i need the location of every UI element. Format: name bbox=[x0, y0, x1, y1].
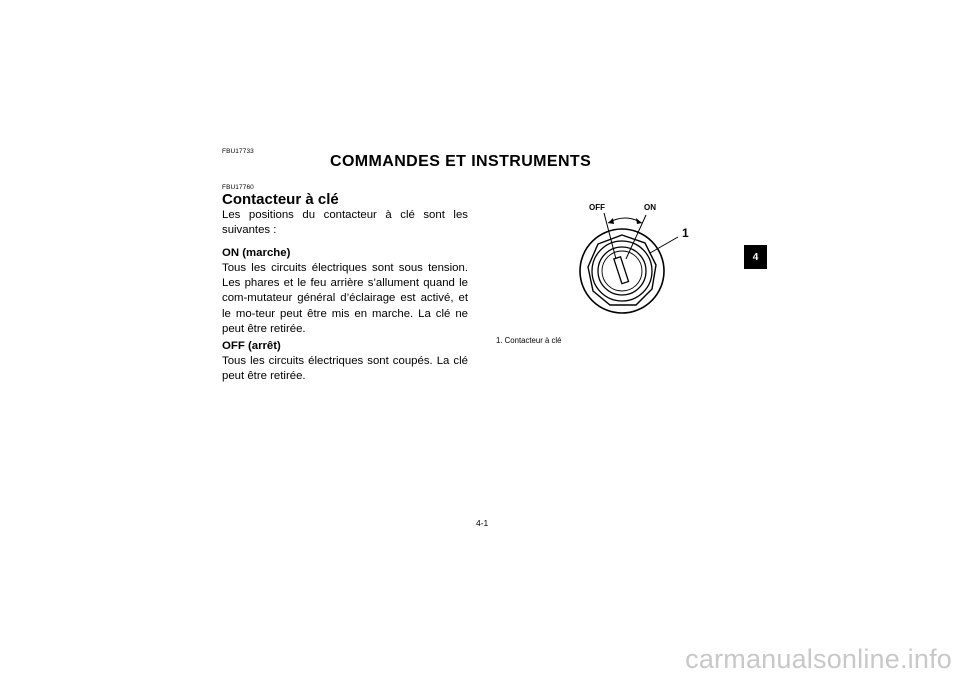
callout-number: 1 bbox=[682, 226, 689, 240]
off-heading: OFF (arrêt) bbox=[222, 340, 281, 352]
section-code: FBU17760 bbox=[222, 184, 254, 191]
on-body: Tous les circuits électriques sont sous tension. Les phares et le feu arrière s’allument quand le com-mutateur général d’éclairage est activé, et le mo-teur peut être mis en marche. La clé ne peut être retirée. bbox=[222, 262, 468, 335]
section-intro: Les positions du contacteur à clé sont les suivantes : bbox=[222, 209, 468, 237]
chapter-tab: 4 bbox=[744, 245, 767, 269]
chapter-code: FBU17733 bbox=[222, 148, 254, 155]
page-number: 4-1 bbox=[476, 518, 489, 528]
on-label: ON bbox=[644, 203, 656, 212]
watermark: carmanualsonline.info bbox=[685, 644, 952, 674]
off-label: OFF bbox=[589, 203, 605, 212]
chapter-title: COMMANDES ET INSTRUMENTS bbox=[330, 153, 592, 170]
key-switch-diagram-icon bbox=[560, 195, 700, 325]
key-switch-figure bbox=[560, 195, 700, 325]
section-title: Contacteur à clé bbox=[222, 191, 339, 208]
figure-caption: 1. Contacteur à clé bbox=[496, 336, 562, 345]
off-body: Tous les circuits électriques sont coupés. La clé peut être retirée. bbox=[222, 355, 468, 383]
on-heading: ON (marche) bbox=[222, 247, 291, 259]
